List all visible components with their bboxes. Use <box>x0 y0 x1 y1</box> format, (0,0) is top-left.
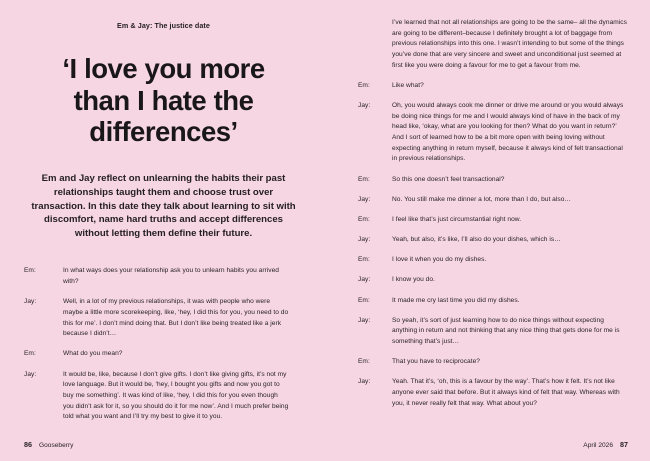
qa-row <box>24 349 289 360</box>
speaker-label: Jay: <box>24 370 37 378</box>
publication-name: Gooseberry <box>39 442 74 450</box>
qa-row <box>358 215 628 226</box>
speaker-text: I love it when you do my dishes. <box>392 256 487 264</box>
speaker-label: Em: <box>358 256 370 264</box>
speaker-label: Em: <box>24 350 36 358</box>
speaker-text: No. You still make me dinner a lot, more than I do, but also… <box>392 195 572 203</box>
speaker-text: Yeah. That it’s, ‘oh, this is a favour by the way’. That’s how it felt. It’s not like anyone ever said that before. But it always kind of felt that way. Whereas with you, it never really felt that way. What about you? <box>392 378 620 407</box>
right-page <box>325 0 650 461</box>
page-title: ‘I love you more than I hate the differences’ <box>62 52 265 148</box>
speaker-text: That you have to reciprocate? <box>392 358 481 366</box>
qa-row <box>358 255 628 266</box>
qa-row <box>358 377 628 409</box>
qa-row <box>358 101 628 165</box>
speaker-text: Oh, you would always cook me dinner or drive me around or you would always be doing nice things for me and I would always kind of have in the back of my head like, ‘okay, what are you looking for then? What do you want in return?’ And I sort of learned how to be a bit more open with being loving without expecting anything in return myself, because it always kind of felt transactional in previous relationships. <box>392 102 624 163</box>
article-kicker: Em & Jay: The justice date <box>117 21 210 30</box>
right-interview-list <box>358 81 628 410</box>
qa-row <box>358 296 628 307</box>
speaker-text: What do you mean? <box>63 350 123 358</box>
qa-row <box>358 275 628 286</box>
qa-row <box>24 297 289 340</box>
speaker-label: Em: <box>358 175 370 183</box>
qa-row <box>24 266 289 287</box>
qa-row <box>358 357 628 368</box>
speaker-label: Em: <box>358 81 370 89</box>
speaker-label: Jay: <box>358 236 371 244</box>
speaker-label: Em: <box>24 267 36 275</box>
folio-number: 87 <box>620 440 628 450</box>
issue-date: April 2026 <box>583 442 613 450</box>
right-page-footer <box>583 441 628 450</box>
speaker-text: It would be, like, because I don’t give gifts. I don’t like giving gifts, it’s not my love language. But it would be, ‘hey, I bought you gifts and now you got to buy me something’. It was kind of like, ‘hey, I did this for you even though you didn’t ask for it, so you should do it for me now’. And I much prefer being told what you want and I’ll try my best to give it to you. <box>63 370 289 421</box>
folio-number: 86 <box>24 440 32 450</box>
speaker-label: Em: <box>358 296 370 304</box>
speaker-text: It made me cry last time you did my dishes. <box>392 296 520 304</box>
speaker-label: Em: <box>358 358 370 366</box>
qa-row <box>24 370 289 423</box>
left-interview-list <box>24 266 303 423</box>
speaker-text: Like what? <box>392 81 424 89</box>
qa-row <box>358 81 628 92</box>
qa-row <box>358 175 628 186</box>
continued-paragraph: I’ve learned that not all relationships are going to be the same– all the dynamics are going to be different–because I definitely brought a lot of baggage from previous relationships into this one. I wasn’t intending to but some of the things you’ve done that are very sincere and sweet and unconditional just seemed at first like you were doing a favour for me to get a favour from me. <box>392 19 627 69</box>
speaker-label: Jay: <box>358 316 371 324</box>
speaker-text: So this one doesn’t feel transactional? <box>392 175 505 183</box>
speaker-text: In what ways does your relationship ask you to unlearn habits you arrived with? <box>63 267 279 286</box>
qa-row <box>358 316 628 348</box>
speaker-label: Jay: <box>358 276 371 284</box>
left-page-footer <box>24 441 73 450</box>
speaker-text: I feel like that’s just circumstantial right now. <box>392 215 522 223</box>
speaker-label: Jay: <box>24 298 37 306</box>
article-standfirst: Em and Jay reflect on unlearning the habits their past relationships taught them and choose trust over transaction. In this date they talk about learning to sit with discomfort, name hard truths and accept differences without letting them define their future. <box>31 173 296 239</box>
speaker-text: So yeah, it’s sort of just learning how to do nice things without expecting anything in return and not thinking that any nice thing that gets done for me is something that’s just… <box>392 316 620 346</box>
speaker-label: Jay: <box>358 102 371 110</box>
qa-row <box>358 235 628 246</box>
speaker-label: Jay: <box>358 195 371 203</box>
speaker-text: Well, in a lot of my previous relationships, it was with people who were maybe a little more scorekeeping, like, ‘hey, I did this for you, you need to do this for me’. I don’t mind doing that. But I don’t like being treated like a jerk because I didn’t… <box>63 298 289 338</box>
speaker-label: Jay: <box>358 378 371 386</box>
qa-row <box>358 195 628 206</box>
speaker-text: I know you do. <box>392 276 435 284</box>
speaker-text: Yeah, but also, it’s like, I’ll also do your dishes, which is… <box>392 236 561 244</box>
speaker-label: Em: <box>358 215 370 223</box>
